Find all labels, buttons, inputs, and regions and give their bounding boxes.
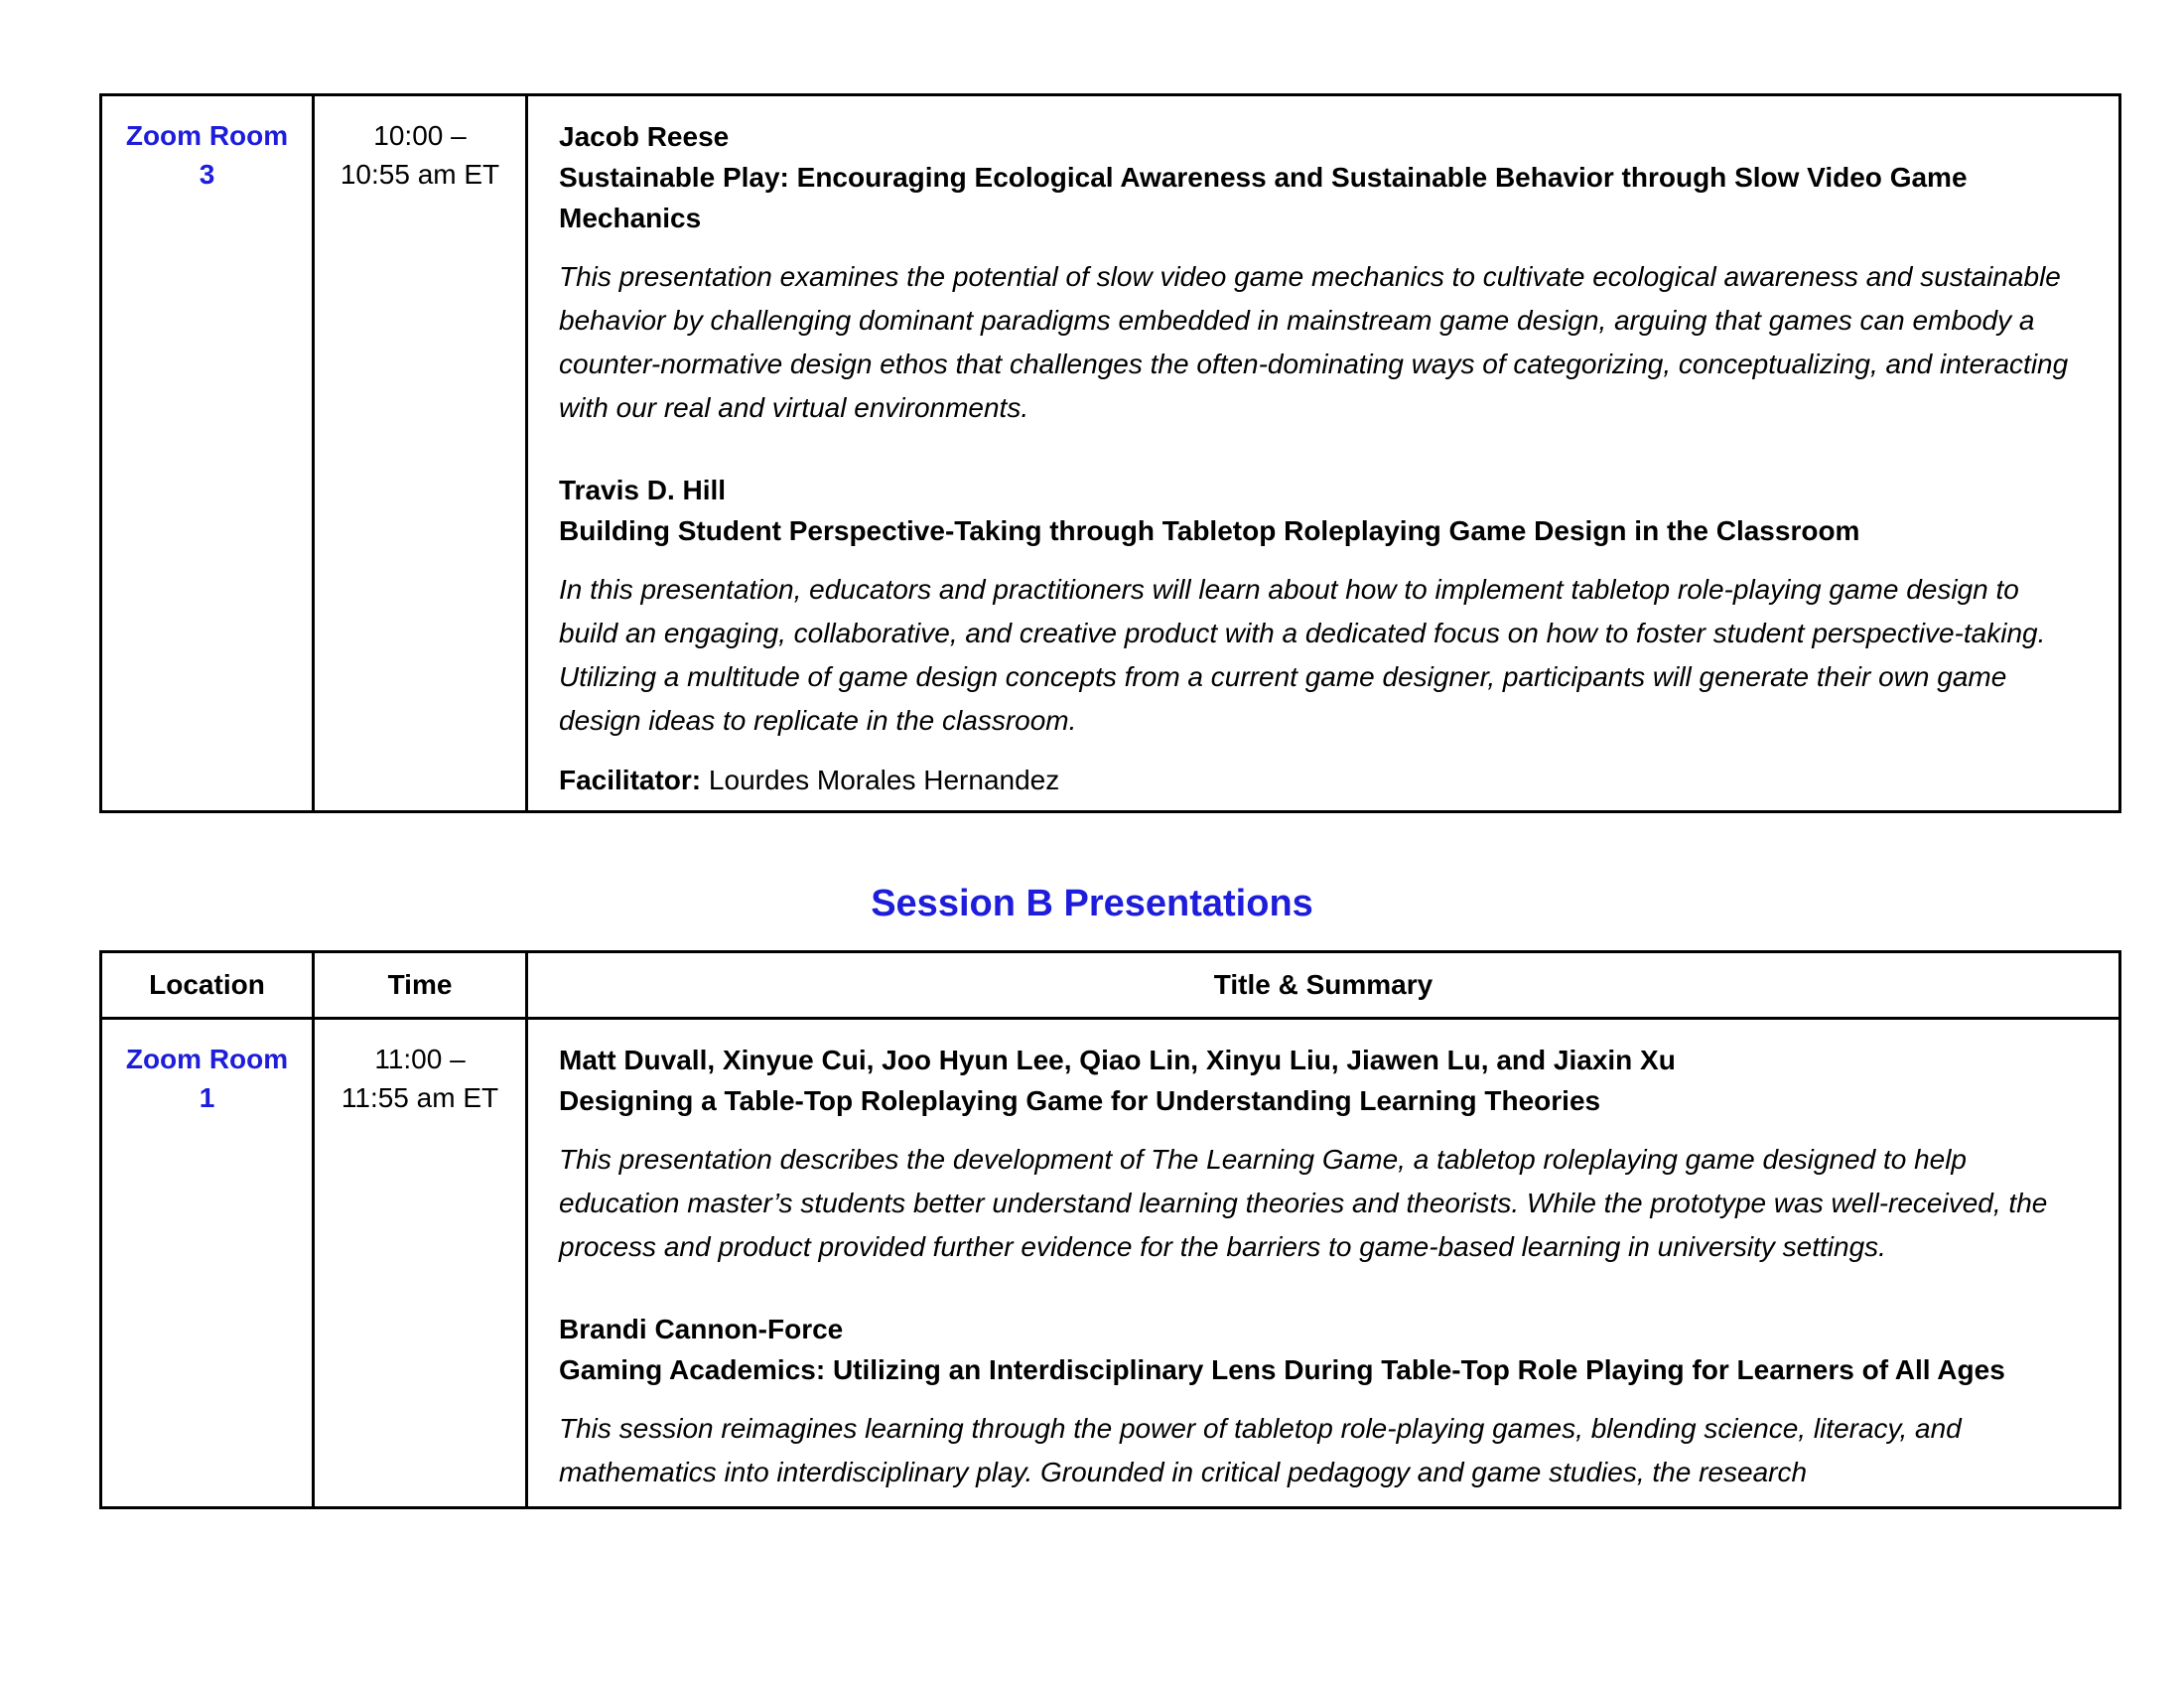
column-header-title-summary: Title & Summary (527, 952, 2120, 1019)
location-line: 1 (199, 1082, 215, 1113)
presentation (559, 470, 2079, 743)
location-line: Zoom Room (125, 1044, 289, 1074)
presentation-title: Designing a Table-Top Roleplaying Game for Understanding Learning Theories (559, 1085, 1601, 1116)
title-summary-cell (527, 95, 2120, 812)
presentation-summary: This session reimagines learning through the power of tabletop role-playing games, blending science, literacy, and mathematics into interdisciplinary play. Grounded in critical pedagogy and game studies, the research (559, 1413, 1962, 1487)
facilitator-name: Lourdes Morales Hernandez (701, 765, 1060, 795)
location-cell (101, 1019, 314, 1508)
location-line: Zoom Room (125, 120, 289, 151)
presentation (559, 1309, 2079, 1494)
session-b-table (99, 950, 2121, 1509)
time-line: 10:00 – (373, 120, 467, 151)
facilitator-label: Facilitator: (559, 765, 702, 795)
time-cell (314, 1019, 527, 1508)
location-cell (101, 95, 314, 812)
session-a-table (99, 93, 2121, 813)
facilitator (559, 761, 2079, 800)
presentation-title: Gaming Academics: Utilizing an Interdisciplinary Lens During Table-Top Role Playing for Learners of All Ages (559, 1354, 2005, 1385)
column-header-location: Location (101, 952, 314, 1019)
time-line: 11:00 – (374, 1044, 466, 1074)
time-cell (314, 95, 527, 812)
time-line: 10:55 am ET (340, 159, 500, 190)
column-header-time: Time (314, 952, 527, 1019)
table-row (101, 1019, 2120, 1508)
presenter-name: Matt Duvall, Xinyue Cui, Joo Hyun Lee, Qiao Lin, Xinyu Liu, Jiawen Lu, and Jiaxin Xu (559, 1045, 1676, 1075)
presentation (559, 116, 2079, 430)
section-heading: Session B Presentations (871, 883, 1313, 924)
presenter-name: Travis D. Hill (559, 475, 727, 505)
table-row (101, 95, 2120, 812)
presenter-name: Jacob Reese (559, 121, 730, 152)
presentation-summary: This presentation examines the potential of slow video game mechanics to cultivate ecological awareness and sustainable behavior by challenging dominant paradigms embedded in mainstream game design, arguing that games can embody a counter-normative design ethos that challenges the often-dominating ways of categorizing, conceptualizing, and interacting with our real and virtual environments. (559, 261, 2069, 423)
presentation-title: Sustainable Play: Encouraging Ecological Awareness and Sustainable Behavior through Slow Video Game Mechanics (559, 162, 1968, 233)
table-header-row (101, 952, 2120, 1019)
presentation-summary: This presentation describes the development of The Learning Game, a tabletop roleplaying game designed to help education master’s students better understand learning theories and theorists. While the prototype was well-received, the process and product provided further evidence for the barriers to game-based learning in university settings. (559, 1144, 2048, 1262)
presentation-title: Building Student Perspective-Taking through Tabletop Roleplaying Game Design in the Classroom (559, 515, 1860, 546)
presentation-summary: In this presentation, educators and practitioners will learn about how to implement tabletop role-playing game design to build an engaging, collaborative, and creative product with a dedicated focus on how to foster student perspective-taking. Utilizing a multitude of game design concepts from a current game designer, participants will generate their own game design ideas to replicate in the classroom. (559, 574, 2046, 736)
presenter-name: Brandi Cannon-Force (559, 1314, 844, 1344)
title-summary-cell (527, 1019, 2120, 1508)
presentation (559, 1040, 2079, 1269)
time-line: 11:55 am ET (341, 1082, 499, 1113)
location-line: 3 (199, 159, 215, 190)
